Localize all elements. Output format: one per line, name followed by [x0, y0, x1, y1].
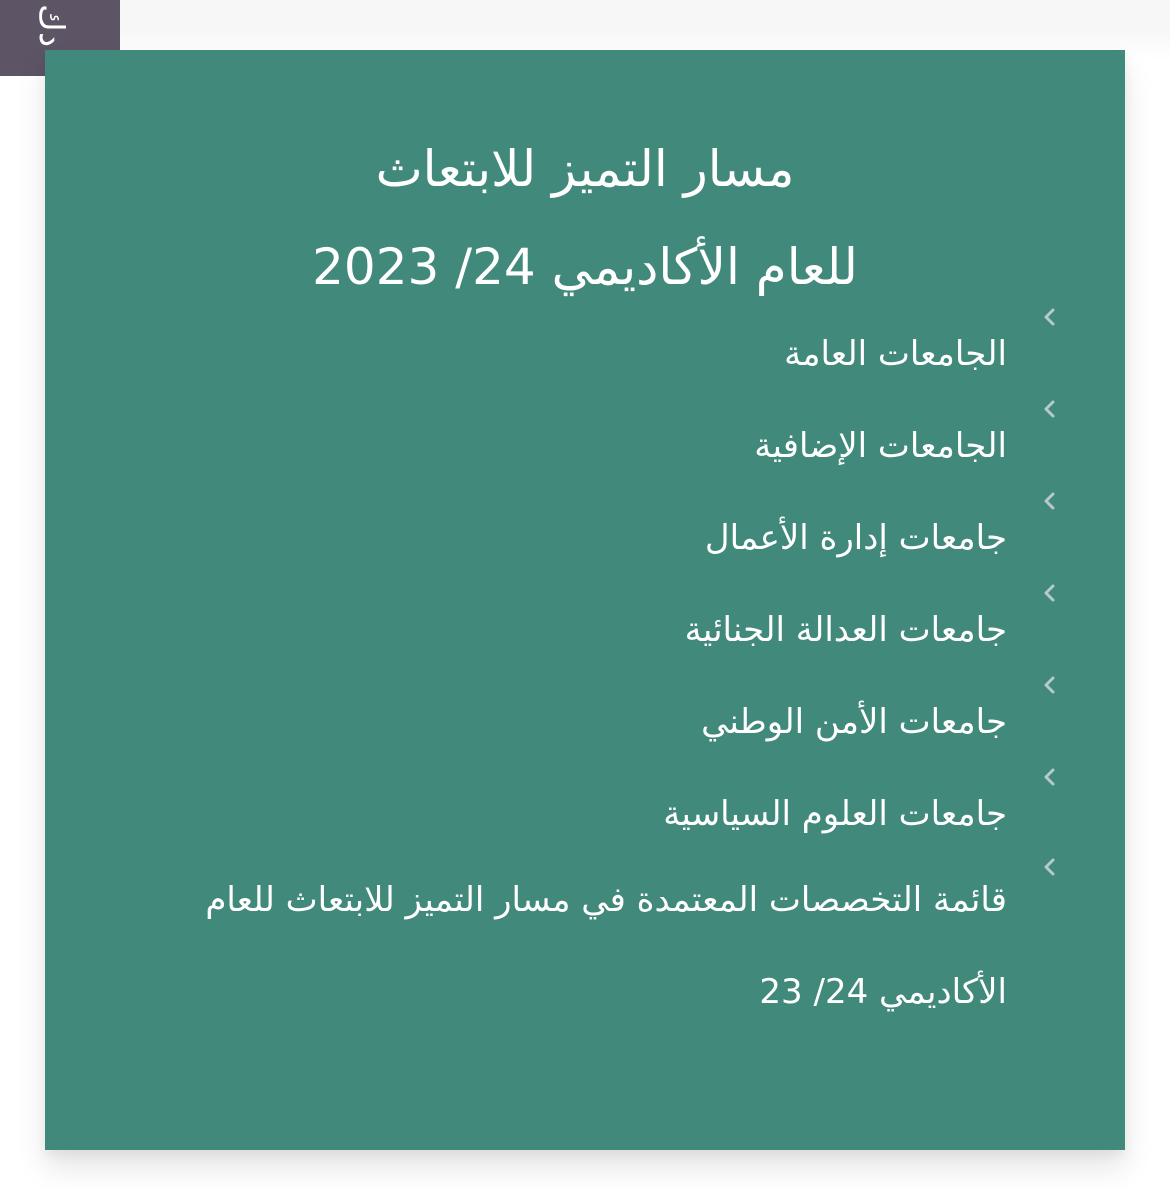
chevron-left-icon [1039, 766, 1061, 788]
chevron-left-icon [1039, 674, 1061, 696]
link-approved-majors-list[interactable]: قائمة التخصصات المعتمدة في مسار التميز للابتعاث للعام الأكاديمي 24/ 23 [205, 880, 1007, 1012]
list-item-additional-universities [45, 396, 1125, 496]
link-homeland-security-universities[interactable]: جامعات الأمن الوطني [701, 702, 1007, 742]
panel-title-line-1: مسار التميز للابتعاث [375, 140, 795, 198]
link-list [45, 312, 1125, 1038]
link-public-universities[interactable]: الجامعات العامة [784, 334, 1007, 374]
chevron-left-icon [1039, 398, 1061, 420]
link-business-universities[interactable]: جامعات إدارة الأعمال [704, 518, 1007, 558]
panel-title [105, 120, 1065, 316]
chevron-left-icon [1039, 856, 1061, 878]
link-additional-universities[interactable]: الجامعات الإضافية [754, 426, 1007, 466]
link-political-science-universities[interactable]: جامعات العلوم السياسية [663, 794, 1007, 834]
link-criminal-justice-universities[interactable]: جامعات العدالة الجنائية [684, 610, 1007, 650]
chevron-left-icon [1039, 582, 1061, 604]
list-item-homeland-security-universities [45, 672, 1125, 772]
list-item-approved-majors [45, 854, 1125, 1038]
list-item-political-science-universities [45, 764, 1125, 864]
chevron-left-icon [1039, 306, 1061, 328]
chevron-left-icon [1039, 490, 1061, 512]
list-item-public-universities [45, 304, 1125, 404]
excellence-track-panel [45, 50, 1125, 1150]
list-item-business-universities [45, 488, 1125, 588]
corner-tab-label: دك [31, 4, 71, 48]
list-item-criminal-justice-universities [45, 580, 1125, 680]
panel-title-line-2: للعام الأكاديمي 24/ 2023 [312, 238, 858, 296]
